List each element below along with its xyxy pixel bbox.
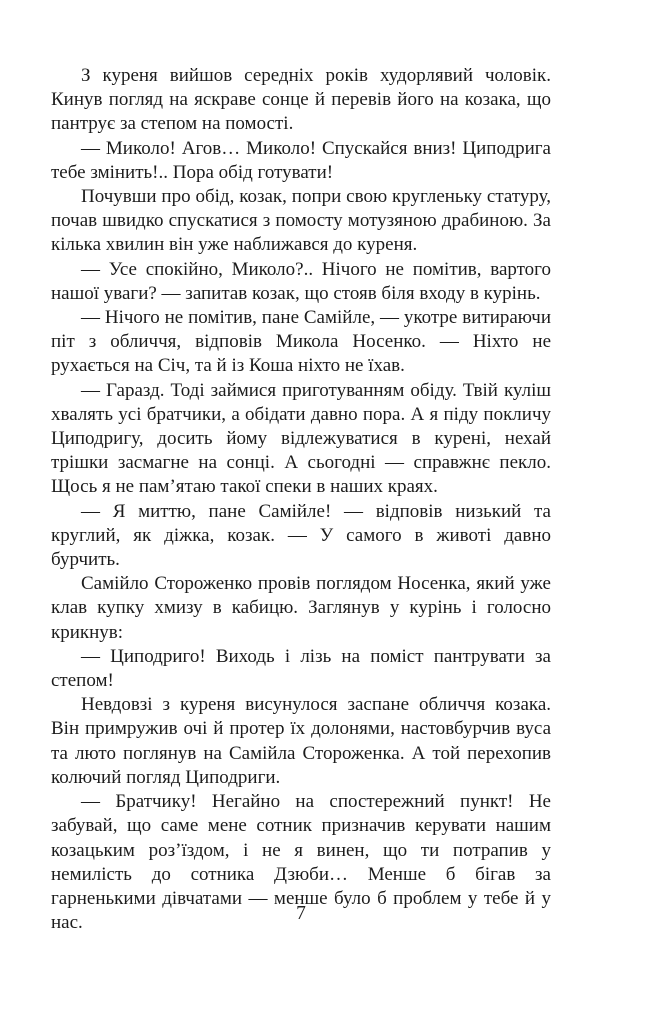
paragraph: Самійло Стороженко провів поглядом Носенка, який уже клав купку хмизу в кабицю. Заглянув у курінь і голосно крикнув: — [51, 573, 551, 643]
paragraph: — Циподриго! Виходь і лізь на поміст пантрувати за степом! — [51, 645, 551, 692]
paragraph: — Нічого не помітив, пане Самійле, — укотре витираючи піт з обличчя, відповів Микола Носенко. — Ніхто не рухається на Січ, та й із Коша ніхто не їхав. — [51, 307, 551, 377]
paragraph: — Миколо! Агов… Миколо! Спускайся вниз! Циподрига тебе змінить!.. Пора обід готувати! — [51, 137, 551, 183]
paragraph: Невдовзі з куреня висунулося заспане обличчя козака. Він примружив очі й протер їх долонями, настовбурчив вуса та люто поглянув на Самійла Стороженка. А той перехопив колючий погляд Циподриги. — [51, 694, 551, 788]
body-text — [51, 64, 551, 935]
paragraph: — Братчику! Негайно на спостережний пункт! Не забувай, що саме мене сотник призначив керувати нашим козацьким роз’їздом, і не я винен, що ти потрапив у немилість до сотника Дзюби… Менше б бігав за гарненькими дівчатами — менше було б проблем у тебе й у нас. — [51, 791, 551, 934]
paragraph: — Гаразд. Тоді займися приготуванням обіду. Твій куліш хвалять усі братчики, а обідати давно пора. А я піду покличу Циподригу, досить йому відлежуватися в курені, нехай трішки засмагне на сонці. А сьогодні — справжнє пекло. Щось я не пам’ятаю такої спеки в наших краях. — [51, 379, 551, 498]
paragraph: — Усе спокійно, Миколо?.. Нічого не помітив, вартого нашої уваги? — запитав козак, що стояв біля входу в курінь. — [51, 258, 551, 304]
paragraph: Почувши про обід, козак, попри свою кругленьку статуру, почав швидко спускатися з помосту мотузяною драбиною. За кілька хвилин він уже наближався до куреня. — [51, 186, 551, 256]
page-number: 7 — [296, 903, 306, 924]
paragraph: З куреня вийшов середніх років худорлявий чоловік. Кинув погляд на яскраве сонце й перевів його на козака, що пантрує за степом на помості. — [51, 65, 551, 135]
paragraph: — Я миттю, пане Самійле! — відповів низький та круглий, як діжка, козак. — У самого в животі давно бурчить. — [51, 500, 551, 571]
